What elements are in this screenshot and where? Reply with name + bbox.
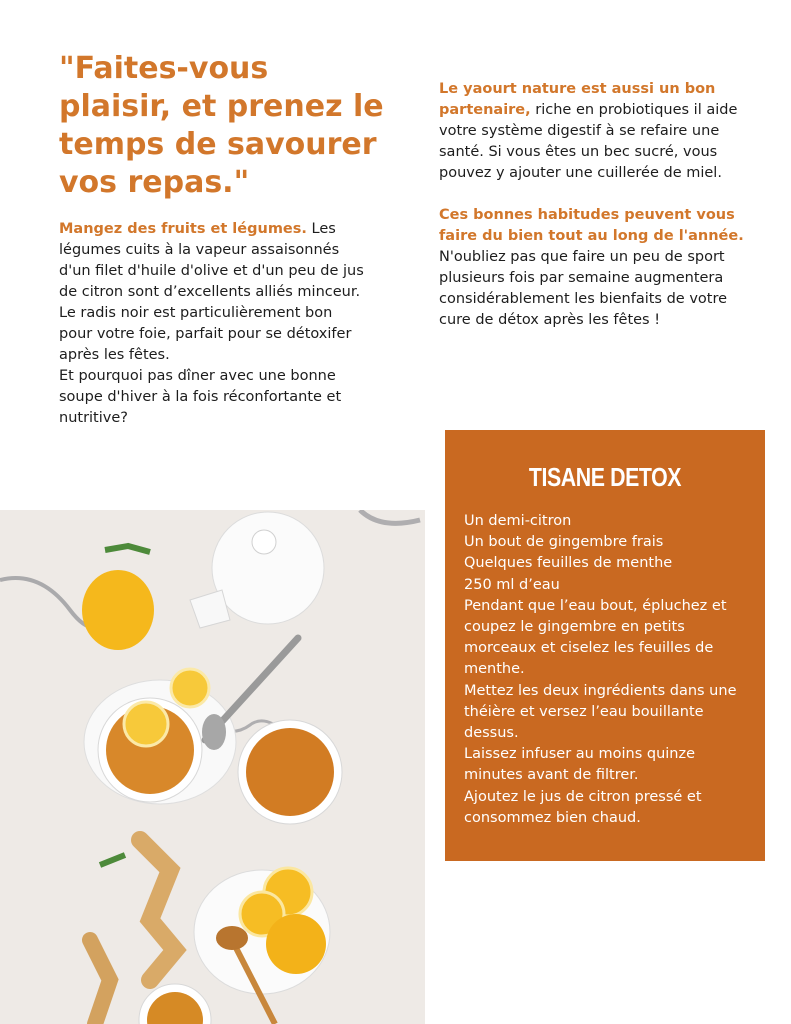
recipe-line: Quelques feuilles de menthe	[464, 555, 673, 572]
teapot	[212, 512, 324, 624]
recipe-line: Un demi-citron	[464, 513, 572, 529]
left-text-column	[59, 219, 364, 429]
highlight-yaourt: Le yaourt nature est aussi un bon partenaire,	[439, 81, 716, 118]
recipe-box	[445, 430, 765, 861]
honey-dipper-head	[216, 926, 248, 950]
paragraph-soupe: Et pourquoi pas dîner avec une bonne soupe d'hiver à la fois réconfortante et nutritive?	[59, 368, 342, 426]
tea-photo	[0, 510, 425, 1024]
recipe-body	[464, 511, 754, 829]
text-habitudes: N'oubliez pas que faire un peu de sport plusieurs fois par semaine augmentera considérablement les bienfaits de votre cure de détox après les fêtes !	[439, 249, 728, 328]
paragraph-fruits	[59, 219, 364, 303]
recipe-line: Mettez les deux ingrédients dans une théière et versez l’eau bouillante dessus.	[464, 682, 737, 742]
text-yaourt: riche en probiotiques il aide votre système digestif à se refaire une santé. Si vous êtes un bec sucré, vous pouvez y ajouter une cuillerée de miel.	[439, 102, 738, 181]
paragraph-yaourt	[439, 79, 751, 184]
spoon-bowl	[202, 714, 226, 750]
paragraph-gap	[439, 184, 751, 205]
teapot-knob	[252, 530, 276, 554]
highlight-fruits: Mangez des fruits et légumes.	[59, 221, 307, 237]
pull-quote: "Faites-vous plaisir, et prenez le temps de savourer vos repas."	[59, 51, 384, 200]
tea-illustration	[0, 510, 425, 1024]
lemon	[82, 570, 154, 650]
recipe-line: Un bout de gingembre frais	[464, 534, 664, 551]
right-text-column	[439, 79, 751, 331]
recipe-line: 250 ml d’eau	[464, 576, 560, 593]
lemon-slice	[171, 669, 209, 707]
text-fruits: Les légumes cuits à la vapeur assaisonnés d'un filet d'huile d'olive et d'un peu de jus de citron sont d’excellents alliés minceur.	[59, 221, 364, 300]
lemon-half	[266, 914, 326, 974]
recipe-line: Ajoutez le jus de citron pressé et consommez bien chaud.	[464, 788, 702, 826]
recipe-line: Pendant que l’eau bout, épluchez et coupez le gingembre en petits morceaux et ciselez les feuilles de menthe.	[464, 597, 727, 678]
lemon-slice	[124, 702, 168, 746]
paragraph-habitudes	[439, 205, 751, 331]
recipe-line: Laissez infuser au moins quinze minutes avant de filtrer.	[464, 746, 696, 784]
tea-2	[246, 728, 334, 816]
paragraph-radis: Le radis noir est particulièrement bon pour votre foie, parfait pour se détoxifer après les fêtes.	[59, 305, 352, 363]
recipe-title: TISANE DETOX	[528, 462, 682, 492]
highlight-habitudes: Ces bonnes habitudes peuvent vous faire du bien tout au long de l'année.	[439, 207, 744, 244]
